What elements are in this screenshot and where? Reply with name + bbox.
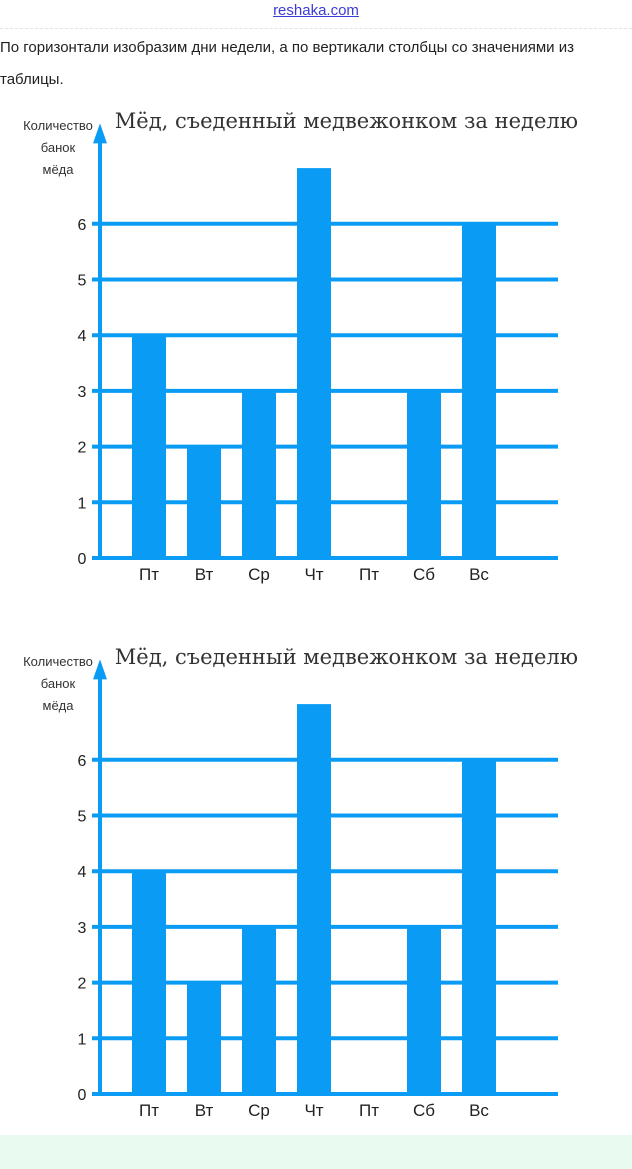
x-tick-label: Чт — [304, 565, 324, 584]
chart-title: Мёд, съеденный медвежонком за неделю — [114, 645, 578, 669]
y-tick-label: 3 — [77, 919, 87, 937]
y-axis-arrow — [93, 123, 107, 143]
x-tick-label: Пт — [358, 565, 380, 584]
x-tick-label: Вт — [194, 1101, 214, 1120]
y-tick-label: 2 — [77, 975, 87, 993]
bar — [187, 447, 221, 558]
y-axis-label-line: Количество — [23, 118, 93, 133]
x-tick-label: Пт — [358, 1101, 380, 1120]
bottom-band — [0, 1135, 632, 1169]
x-tick-label: Вт — [194, 565, 214, 584]
bar — [242, 927, 276, 1094]
site-link[interactable]: reshaka.com — [273, 2, 359, 19]
honey-bar-chart-2 — [0, 636, 632, 1166]
x-tick-label: Пт — [138, 1101, 160, 1120]
y-tick-label: 6 — [77, 752, 87, 770]
y-axis-label-line: банок — [40, 140, 76, 155]
bar — [187, 983, 221, 1094]
y-tick-label: 6 — [77, 216, 87, 234]
x-tick-label: Сб — [412, 565, 436, 584]
x-tick-label: Вс — [469, 565, 489, 584]
bar — [242, 391, 276, 558]
y-tick-label: 3 — [77, 383, 87, 401]
y-tick-label: 4 — [77, 864, 87, 882]
y-tick-label: 4 — [77, 328, 87, 346]
x-tick-label: Чт — [304, 1101, 324, 1120]
bar-chart-svg — [0, 636, 632, 1166]
y-tick-label: 5 — [77, 808, 87, 826]
intro-text: По горизонтали изобразим дни недели, а по вертикали столбцы со значениями из таблицы. — [0, 39, 574, 88]
bar — [297, 168, 331, 558]
bar — [407, 391, 441, 558]
bar — [132, 871, 166, 1094]
y-tick-label: 1 — [77, 1031, 87, 1049]
chart-title: Мёд, съеденный медвежонком за неделю — [114, 109, 578, 133]
y-axis-label-line: Количество — [23, 654, 93, 669]
x-tick-label: Ср — [248, 565, 270, 584]
bar — [462, 224, 496, 558]
x-tick-label: Сб — [412, 1101, 436, 1120]
y-axis-label-line: банок — [40, 676, 76, 691]
bar-chart-svg — [0, 100, 632, 630]
bar — [407, 927, 441, 1094]
y-tick-label: 2 — [77, 439, 87, 457]
bar — [297, 704, 331, 1094]
y-tick-label: 0 — [77, 1087, 87, 1104]
x-tick-label: Пт — [138, 565, 160, 584]
x-tick-label: Вс — [469, 1101, 489, 1120]
y-axis-arrow — [93, 659, 107, 679]
y-axis-label-line: мёда — [42, 162, 74, 177]
y-tick-label: 1 — [77, 495, 87, 513]
bar — [132, 335, 166, 558]
top-divider — [0, 28, 632, 29]
x-tick-label: Ср — [248, 1101, 270, 1120]
y-axis-label-line: мёда — [42, 698, 74, 713]
y-tick-label: 0 — [77, 551, 87, 568]
y-tick-label: 5 — [77, 272, 87, 290]
honey-bar-chart-1 — [0, 100, 632, 630]
bar — [462, 760, 496, 1094]
